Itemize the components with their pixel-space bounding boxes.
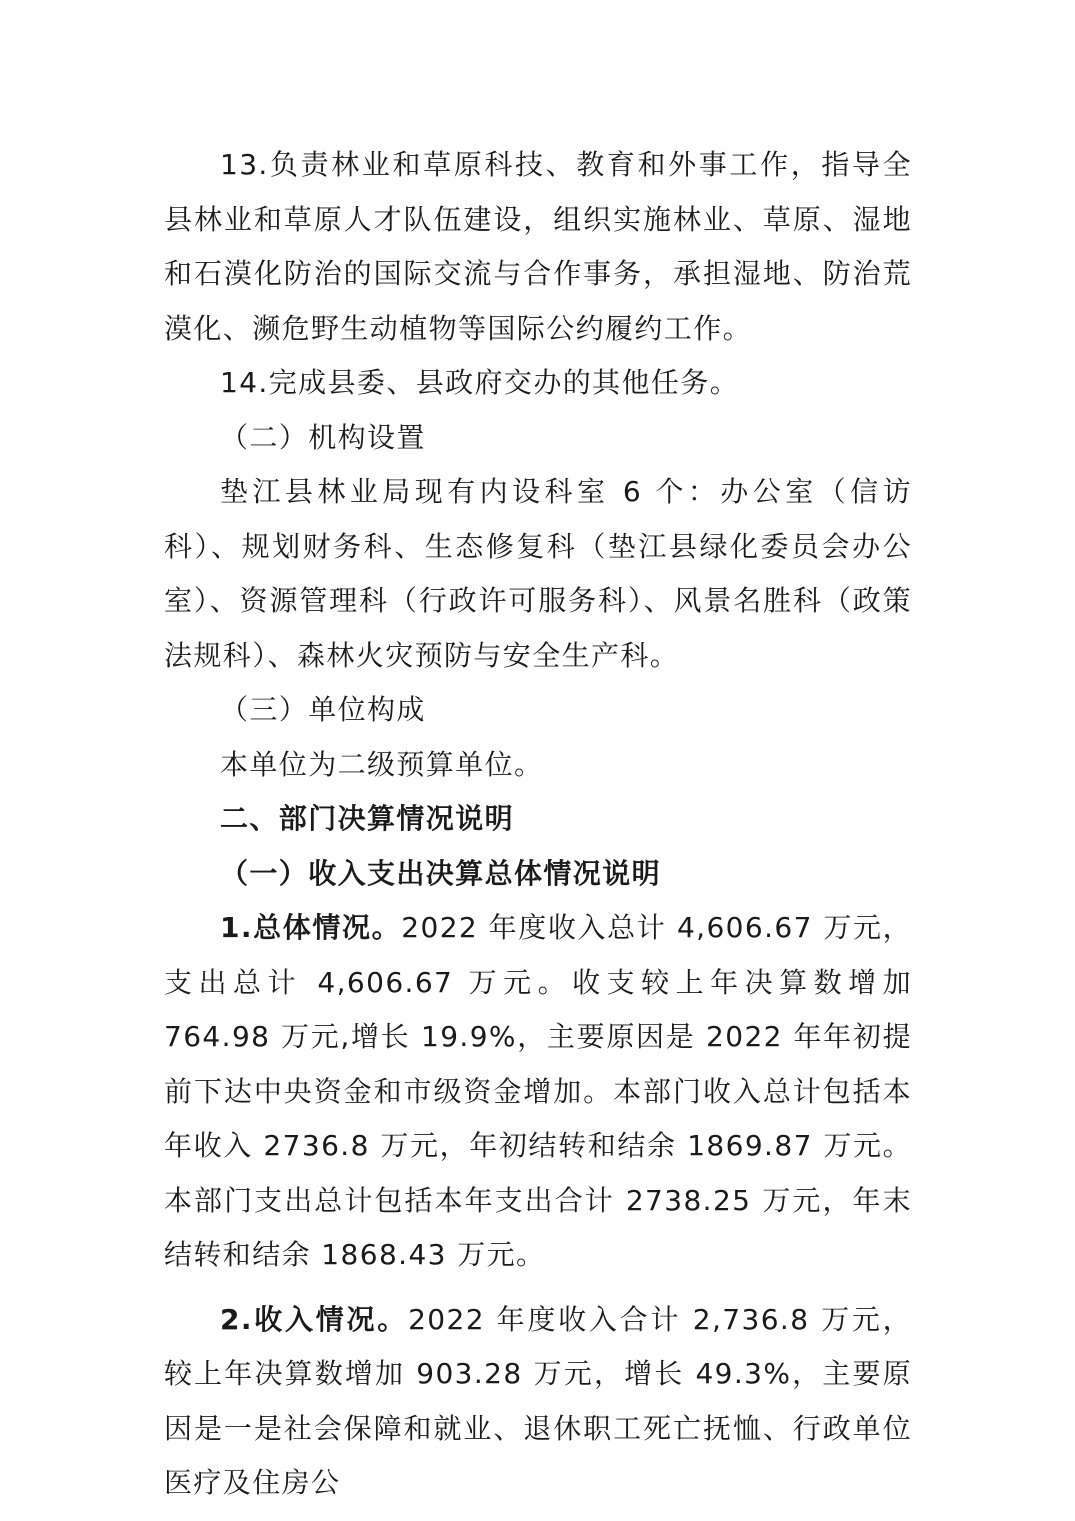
income-lead: 2.收入情况。	[220, 1302, 409, 1336]
duty-item-13: 13.负责林业和草原科技、教育和外事工作，指导全县林业和草原人才队伍建设，组织实施林业、草原、湿地和石漠化防治的国际交流与合作事务，承担湿地、防治荒漠化、濒危野生动植物等国际公约履约工作。	[164, 148, 912, 345]
organization-paragraph: 垫江县林业局现有内设科室 6 个：办公室（信访科）、规划财务科、生态修复科（垫江县绿化委员会办公室）、资源管理科（行政许可服务科）、风景名胜科（政策法规科）、森林火灾预防与安全生产科。	[164, 475, 912, 672]
unit-composition-paragraph: 本单位为二级预算单位。	[220, 747, 544, 781]
income-paragraph	[164, 1293, 912, 1511]
section-heading-organization: （二）机构设置	[220, 420, 426, 454]
overall-lead: 1.总体情况。	[220, 911, 402, 944]
part-heading-final-accounts: 二、部门决算情况说明	[220, 802, 515, 835]
income-body: 2022 年度收入合计 2,736.8 万元，较上年决算数增加 903.28 万元，增长 49.3%，主要原因是一是社会保障和就业、退休职工死亡抚恤、行政单位医疗及住房公	[164, 1302, 912, 1499]
overall-body: 2022 年度收入总计 4,606.67 万元，支出总计 4,606.67 万元。收支较上年决算数增加 764.98 万元,增长 19.9%，主要原因是 2022 年年初提前下达中央资金和市级资金增加。本部门收入总计包括本年收入 2736.8 万元，年初结转和结余 1869.87 万元。本部门支出总计包括本年支出合计 2738.25 万元，年末结转和结余 1868.43 万元。	[164, 911, 913, 1271]
section-heading-unit-composition: （三）单位构成	[220, 693, 426, 726]
subsection-heading-overall: （一）收入支出决算总体情况说明	[220, 856, 662, 890]
duty-item-14: 14.完成县委、县政府交办的其他任务。	[220, 366, 740, 399]
overall-paragraph	[164, 901, 912, 1283]
document-body	[164, 138, 912, 1511]
